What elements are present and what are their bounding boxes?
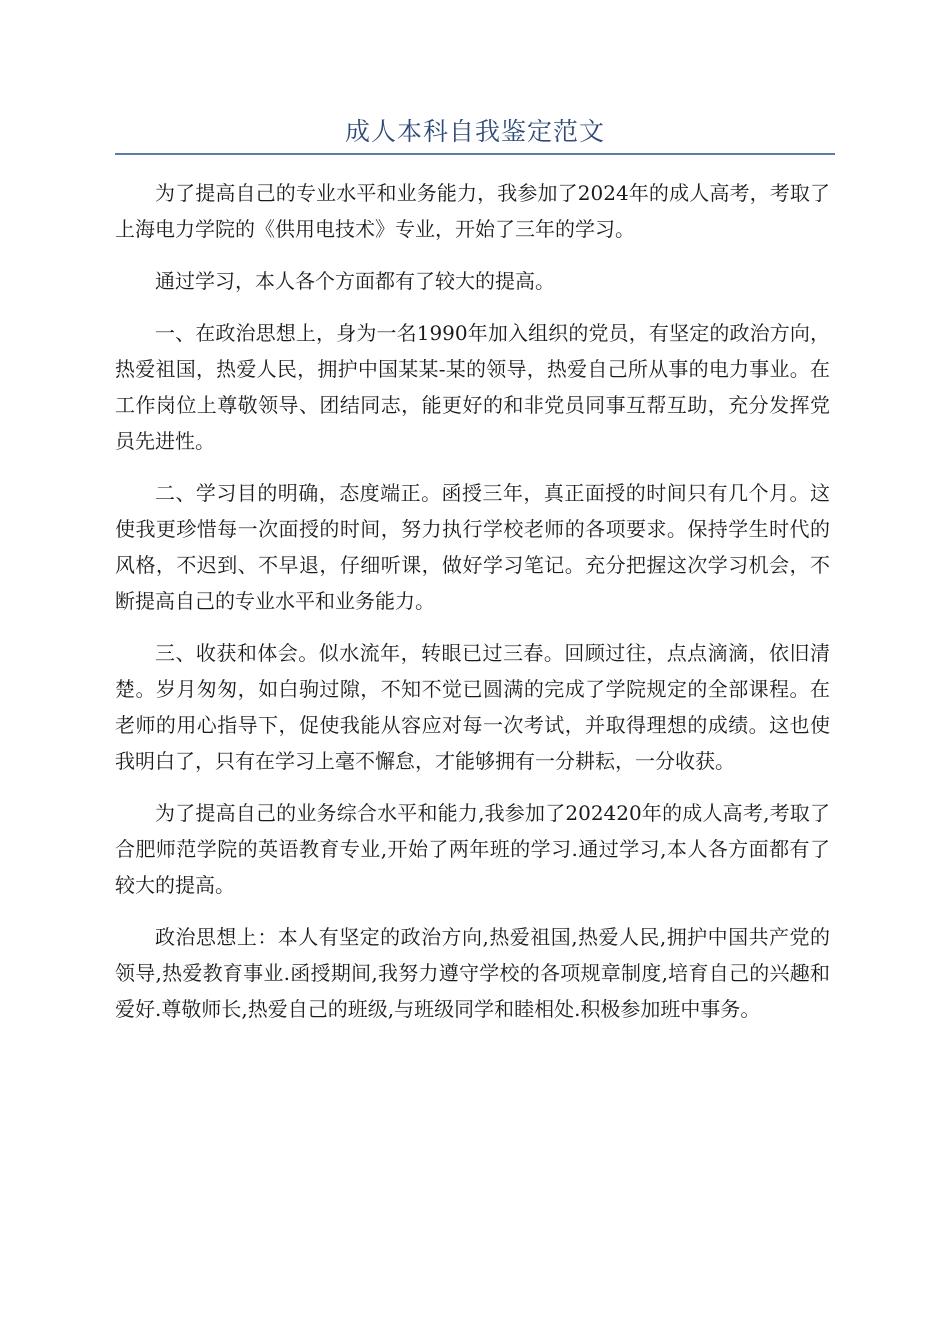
paragraph-4: 二、学习目的明确，态度端正。函授三年，真正面授的时间只有几个月。这使我更珍惜每一次面授的时间，努力执行学校老师的各项要求。保持学生时代的风格，不迟到、不早退，仔细听课，做好学习笔记。充分把握这次学习机会，不断提高自己的专业水平和业务能力。: [115, 481, 830, 613]
paragraph-3: 一、在政治思想上，身为一名1990年加入组织的党员，有坚定的政治方向，热爱祖国，热爱人民，拥护中国某某-某的领导，热爱自己所从事的电力事业。在工作岗位上尊敬领导、团结同志，能更好的和非党员同事互帮互助，充分发挥党员先进性。: [115, 321, 830, 453]
document-body: [115, 175, 830, 1043]
paragraph-6: 为了提高自己的业务综合水平和能力,我参加了202420年的成人高考,考取了合肥师范学院的英语教育专业,开始了两年班的学习.通过学习,本人各方面都有了较大的提高。: [115, 801, 830, 897]
paragraph-2: 通过学习，本人各个方面都有了较大的提高。: [155, 269, 555, 293]
paragraph-7: 政治思想上：本人有坚定的政治方向,热爱祖国,热爱人民,拥护中国共产党的领导,热爱教育事业.函授期间,我努力遵守学校的各项规章制度,培育自己的兴趣和爱好.尊敬师长,热爱自己的班级,与班级同学和睦相处.积极参加班中事务。: [115, 925, 830, 1021]
title-underline: [115, 153, 835, 155]
document-title: 成人本科自我鉴定范文: [344, 117, 605, 146]
paragraph-1: 为了提高自己的专业水平和业务能力，我参加了2024年的成人高考，考取了上海电力学院的《供用电技术》专业，开始了三年的学习。: [115, 181, 830, 241]
paragraph-5: 三、收获和体会。似水流年，转眼已过三春。回顾过往，点点滴滴，依旧清楚。岁月匆匆，如白驹过隙，不知不觉已圆满的完成了学院规定的全部课程。在老师的用心指导下，促使我能从容应对每一次考试，并取得理想的成绩。这也使我明白了，只有在学习上毫不懈怠，才能够拥有一分耕耘，一分收获。: [115, 641, 830, 773]
